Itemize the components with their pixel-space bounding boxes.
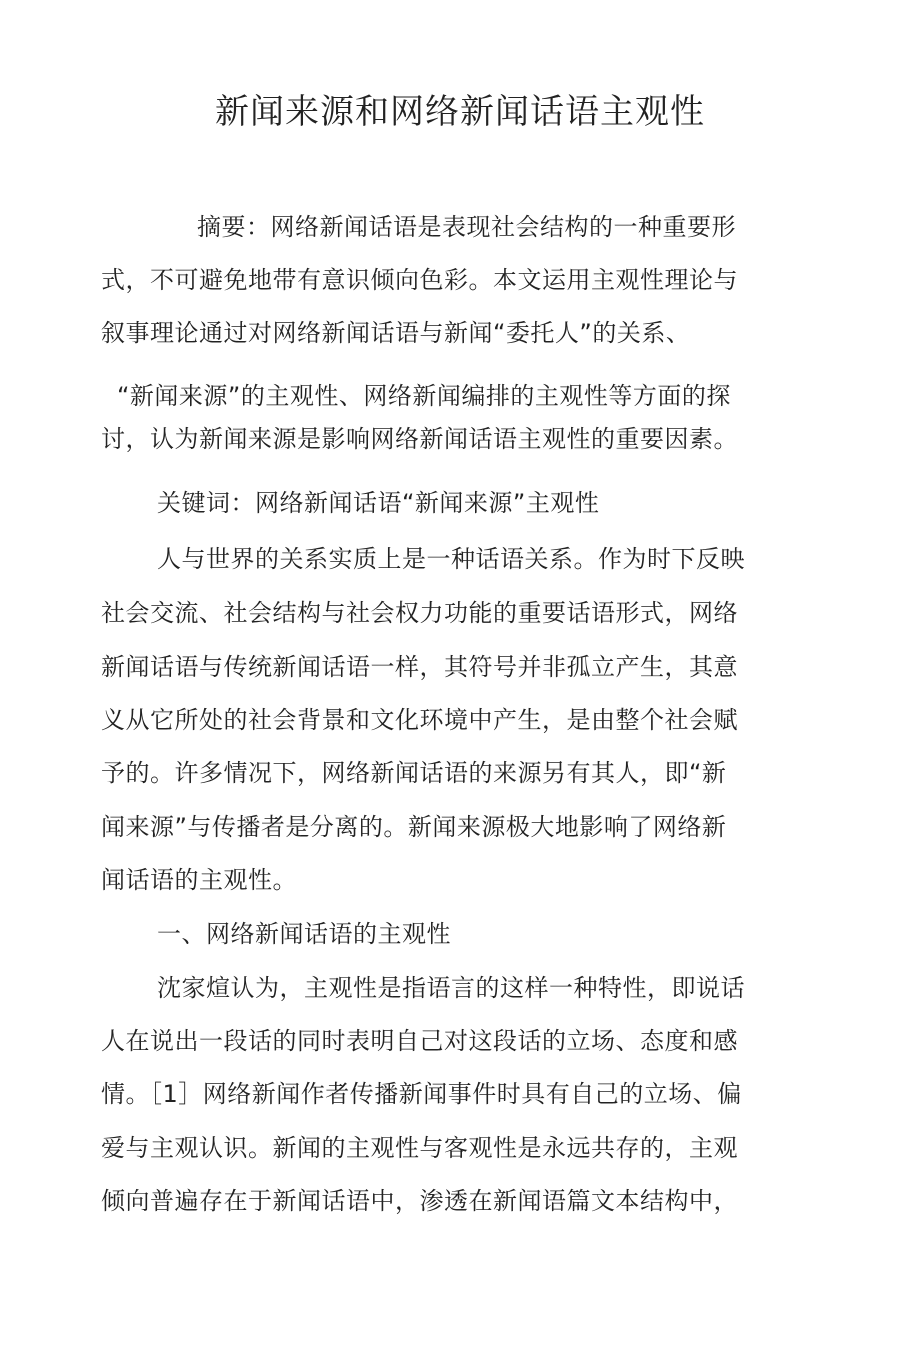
abstract-line: 摘要：网络新闻话语是表现社会结构的一种重要形 xyxy=(197,213,736,241)
section-line: 爱与主观认识。新闻的主观性与客观性是永远共存的，主观 xyxy=(101,1134,738,1162)
intro-line: 人与世界的关系实质上是一种话语关系。作为时下反映 xyxy=(157,545,745,573)
intro-line: 予的。许多情况下，网络新闻话语的来源另有其人，即“新 xyxy=(101,759,727,787)
section-line: 沈家煊认为，主观性是指语言的这样一种特性，即说话 xyxy=(157,974,745,1002)
intro-line: 义从它所处的社会背景和文化环境中产生，是由整个社会赋 xyxy=(101,706,738,734)
abstract-line: “新闻来源”的主观性、网络新闻编排的主观性等方面的探 xyxy=(117,382,731,410)
intro-line: 闻来源”与传播者是分离的。新闻来源极大地影响了网络新 xyxy=(101,813,727,841)
keywords-line: 关键词：网络新闻话语“新闻来源”主观性 xyxy=(157,489,600,517)
section-line: 情。［1］网络新闻作者传播新闻事件时具有自己的立场、偏 xyxy=(101,1080,742,1108)
abstract-line: 叙事理论通过对网络新闻话语与新闻“委托人”的关系、 xyxy=(101,319,691,347)
abstract-line: 讨，认为新闻来源是影响网络新闻话语主观性的重要因素。 xyxy=(101,425,738,453)
section-heading: 一、网络新闻话语的主观性 xyxy=(157,920,451,948)
abstract-line: 式，不可避免地带有意识倾向色彩。本文运用主观性理论与 xyxy=(101,266,738,294)
section-line: 倾向普遍存在于新闻话语中，渗透在新闻语篇文本结构中， xyxy=(101,1187,738,1215)
intro-line: 新闻话语与传统新闻话语一样，其符号并非孤立产生，其意 xyxy=(101,653,738,681)
document-title: 新闻来源和网络新闻话语主观性 xyxy=(215,92,705,132)
intro-line: 闻话语的主观性。 xyxy=(101,866,297,894)
intro-line: 社会交流、社会结构与社会权力功能的重要话语形式，网络 xyxy=(101,599,738,627)
section-line: 人在说出一段话的同时表明自己对这段话的立场、态度和感 xyxy=(101,1027,738,1055)
